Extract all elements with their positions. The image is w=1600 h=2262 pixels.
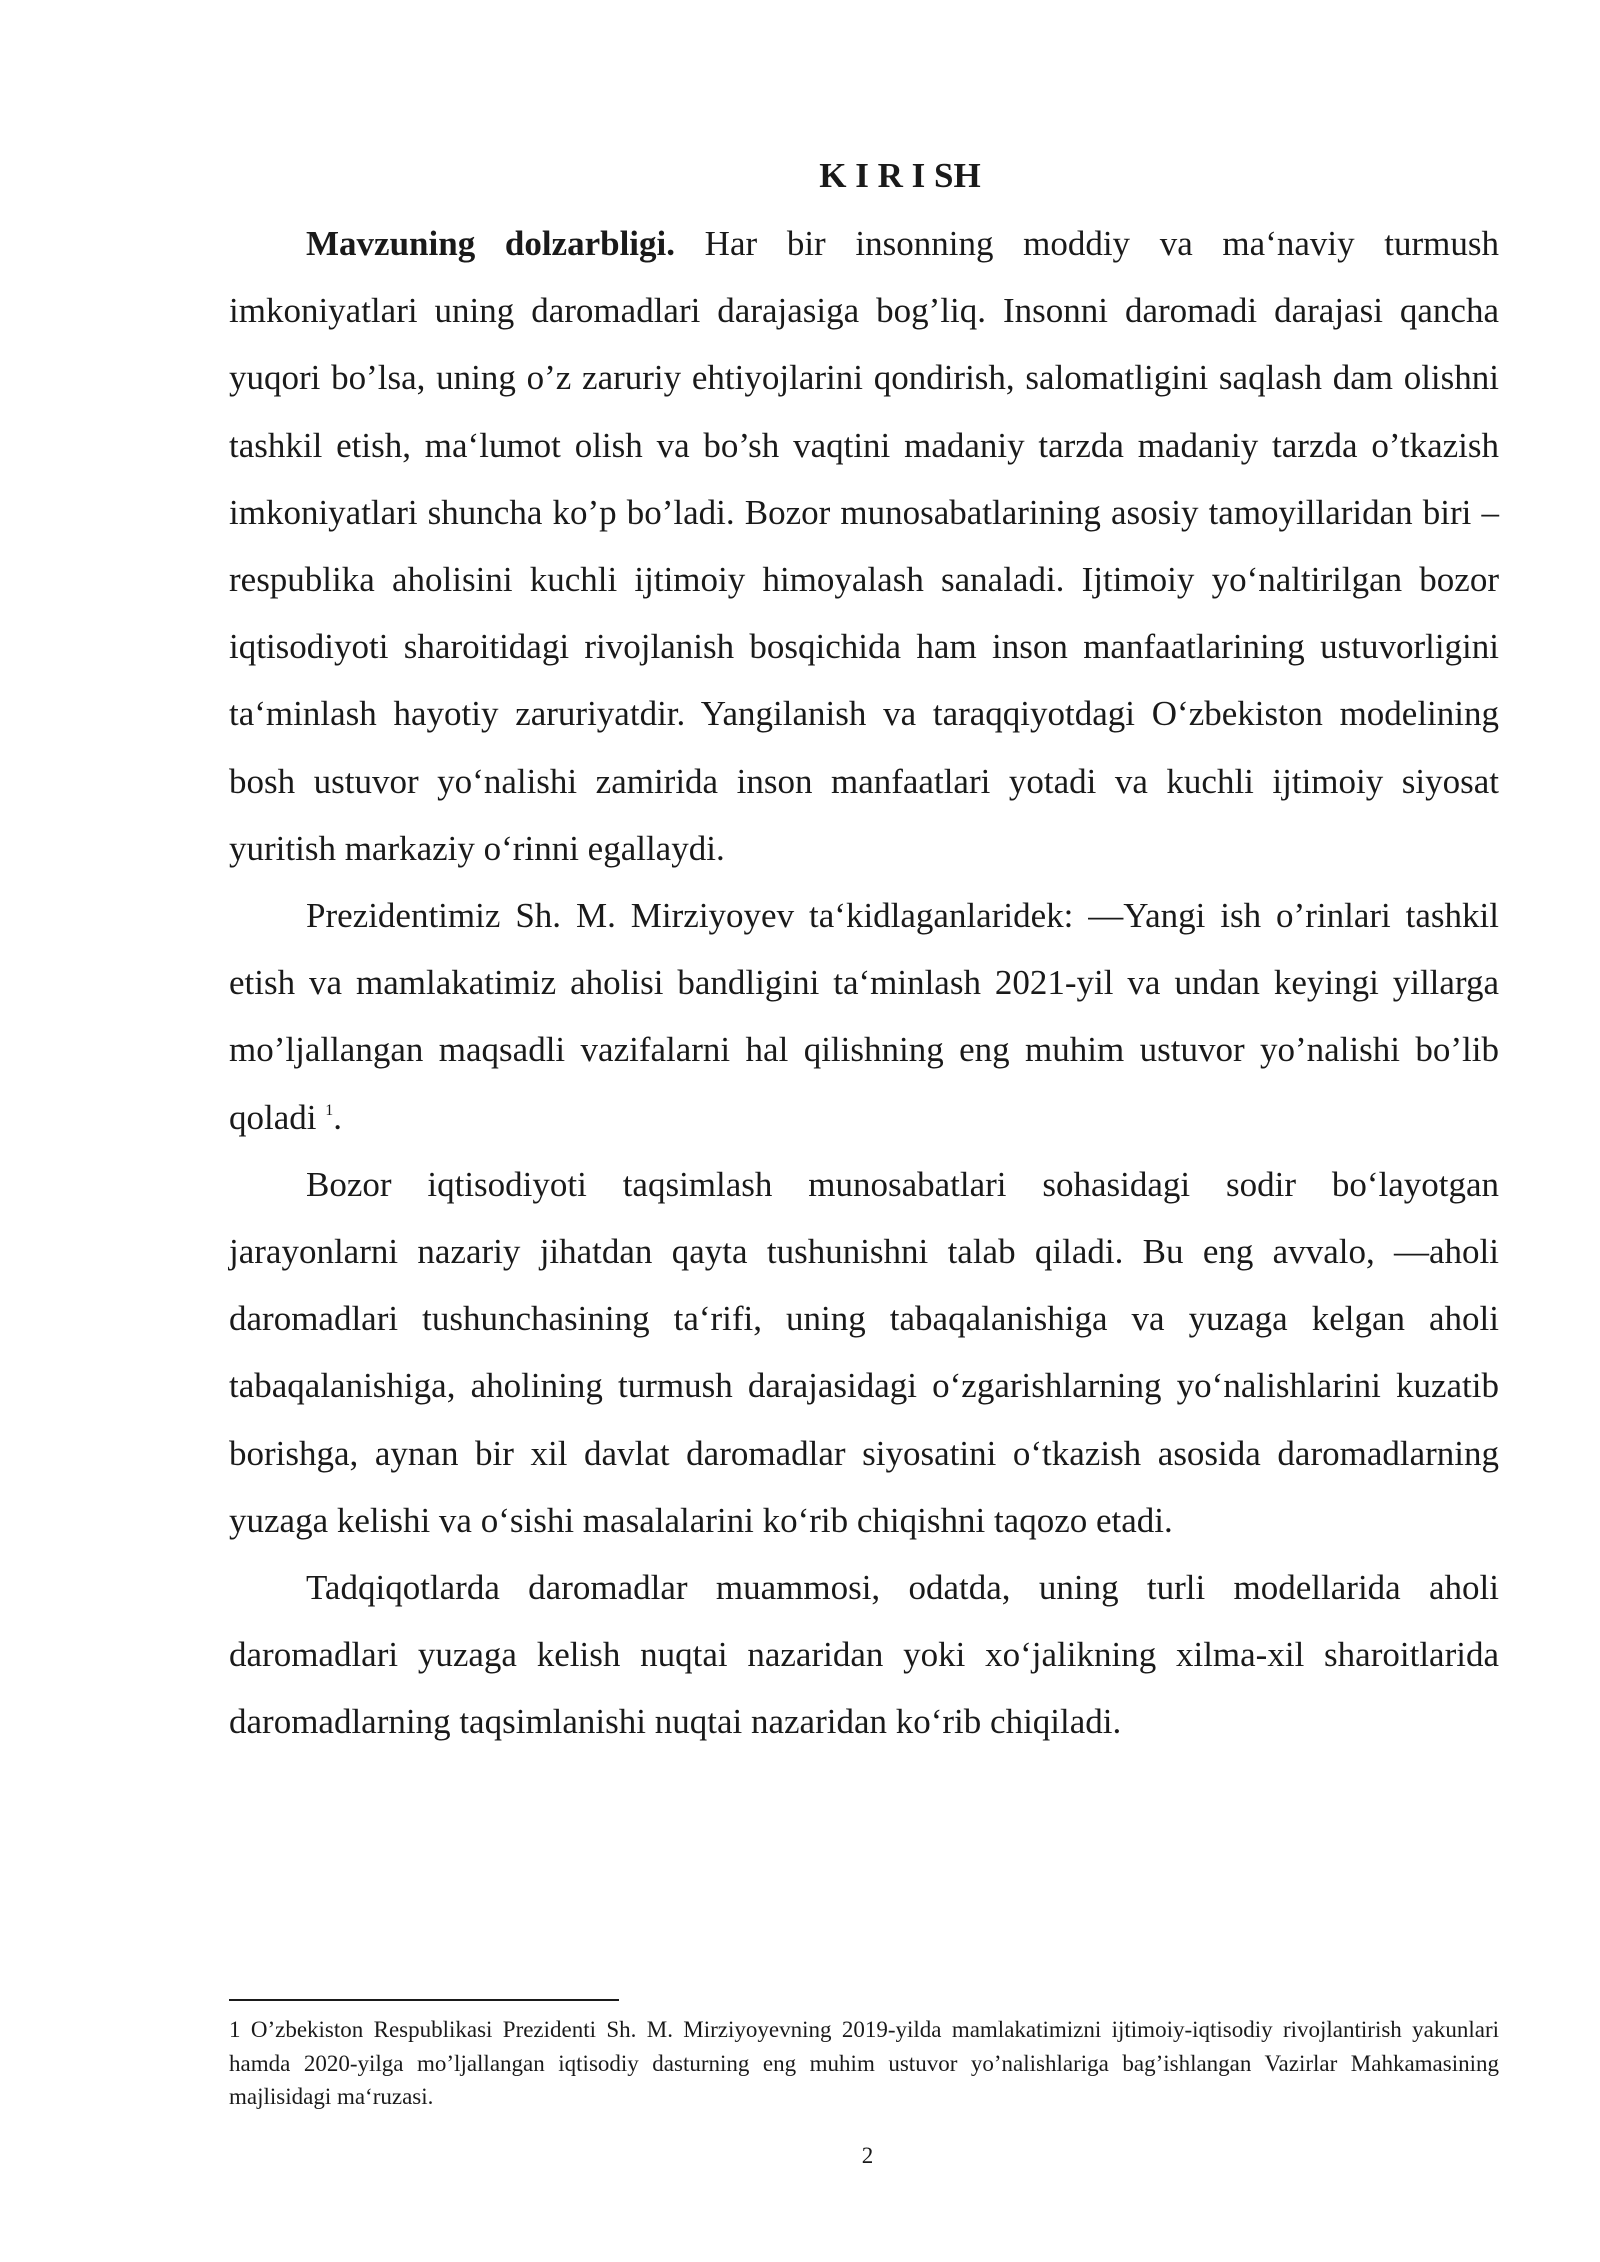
paragraph-relevance	[229, 210, 1499, 882]
page-title: K I R I SH	[819, 156, 981, 195]
page-number: 2	[861, 2143, 874, 2168]
footnote-separator	[229, 1999, 619, 2001]
paragraph-market-economy	[229, 1151, 1499, 1554]
paragraph-research	[229, 1554, 1499, 1756]
body-text	[229, 210, 1499, 1756]
footnote: 1 O’zbekiston Respublikasi Prezidenti Sh. M. Mirziyoyevning 2019-yilda mamlakatimizni ijtimoiy-iqtisodiy rivojlantirish yakunlari hamda 2020-yilga mo’ljallangan iqtisodiy dasturning eng muhim ustuvor yo’nalishlariga bag’ishlangan Vazirlar Mahkamasining majlisidagi ma‘ruzasi.	[229, 2017, 1499, 2109]
paragraph-lead: Mavzuning dolzarbligi.	[306, 224, 676, 263]
paragraph-text: Har bir insonning moddiy va ma‘naviy turmush imkoniyatlari uning daromadlari darajasiga bog’liq. Insonni daromadi darajasi qancha yuqori bo’lsa, uning o’z zaruriy ehtiyojlarini qondirish, salomatligini saqlash dam olishni tashkil etish, ma‘lumot olish va bo’sh vaqtini madaniy tarzda madaniy tarzda o’tkazish imkoniyatlari shuncha ko’p bo’ladi. Bozor munosabatlarining asosiy tamoyillaridan biri – respublika aholisini kuchli ijtimoiy himoyalash sanaladi. Ijtimoiy yo‘naltirilgan bozor iqtisodiyoti sharoitidagi rivojlanish bosqichida ham inson manfaatlarining ustuvorligini ta‘minlash hayotiy zaruriyatdir. Yangilanish va taraqqiyotdagi O‘zbekiston modelining bosh ustuvor yo‘nalishi zamirida inson manfaatlari yotadi va kuchli ijtimoiy siyosat yuritish markaziy o‘rinni egallaydi.	[229, 224, 1499, 868]
paragraph-president-quote	[229, 882, 1499, 1151]
paragraph-text: Prezidentimiz Sh. M. Mirziyoyev ta‘kidlaganlaridek: ―Yangi ish o’rinlari tashkil etish va mamlakatimiz aholisi bandligini ta‘minlash 2021-yil va undan keyingi yillarga mo’ljallangan maqsadli vazifalarni hal qilishning eng muhim ustuvor yo’nalishi bo’lib qoladi	[229, 896, 1499, 1137]
paragraph-text-end: .	[333, 1097, 342, 1137]
paragraph-text: Tadqiqotlarda daromadlar muammosi, odatda, uning turli modellarida aholi daromadlari yuzaga kelish nuqtai nazaridan yoki xo‘jalikning xilma-xil sharoitlarida daromadlarning taqsimlanishi nuqtai nazaridan ko‘rib chiqiladi.	[229, 1568, 1499, 1742]
footnote-reference[interactable]: 1	[325, 1101, 334, 1119]
paragraph-text: Bozor iqtisodiyoti taqsimlash munosabatlari sohasidagi sodir bo‘layotgan jarayonlarni nazariy jihatdan qayta tushunishni talab qiladi. Bu eng avvalo, ―aholi daromadlari tushunchasining ta‘rifi, uning tabaqalanishiga va yuzaga kelgan aholi tabaqalanishiga, aholining turmush darajasidagi o‘zgarishlarning yo‘nalishlarini kuzatib borishga, aynan bir xil davlat daromadlar siyosatini o‘tkazish asosida daromadlarning yuzaga kelishi va o‘sishi masalalarini ko‘rib chiqishni taqozo etadi.	[229, 1164, 1499, 1540]
